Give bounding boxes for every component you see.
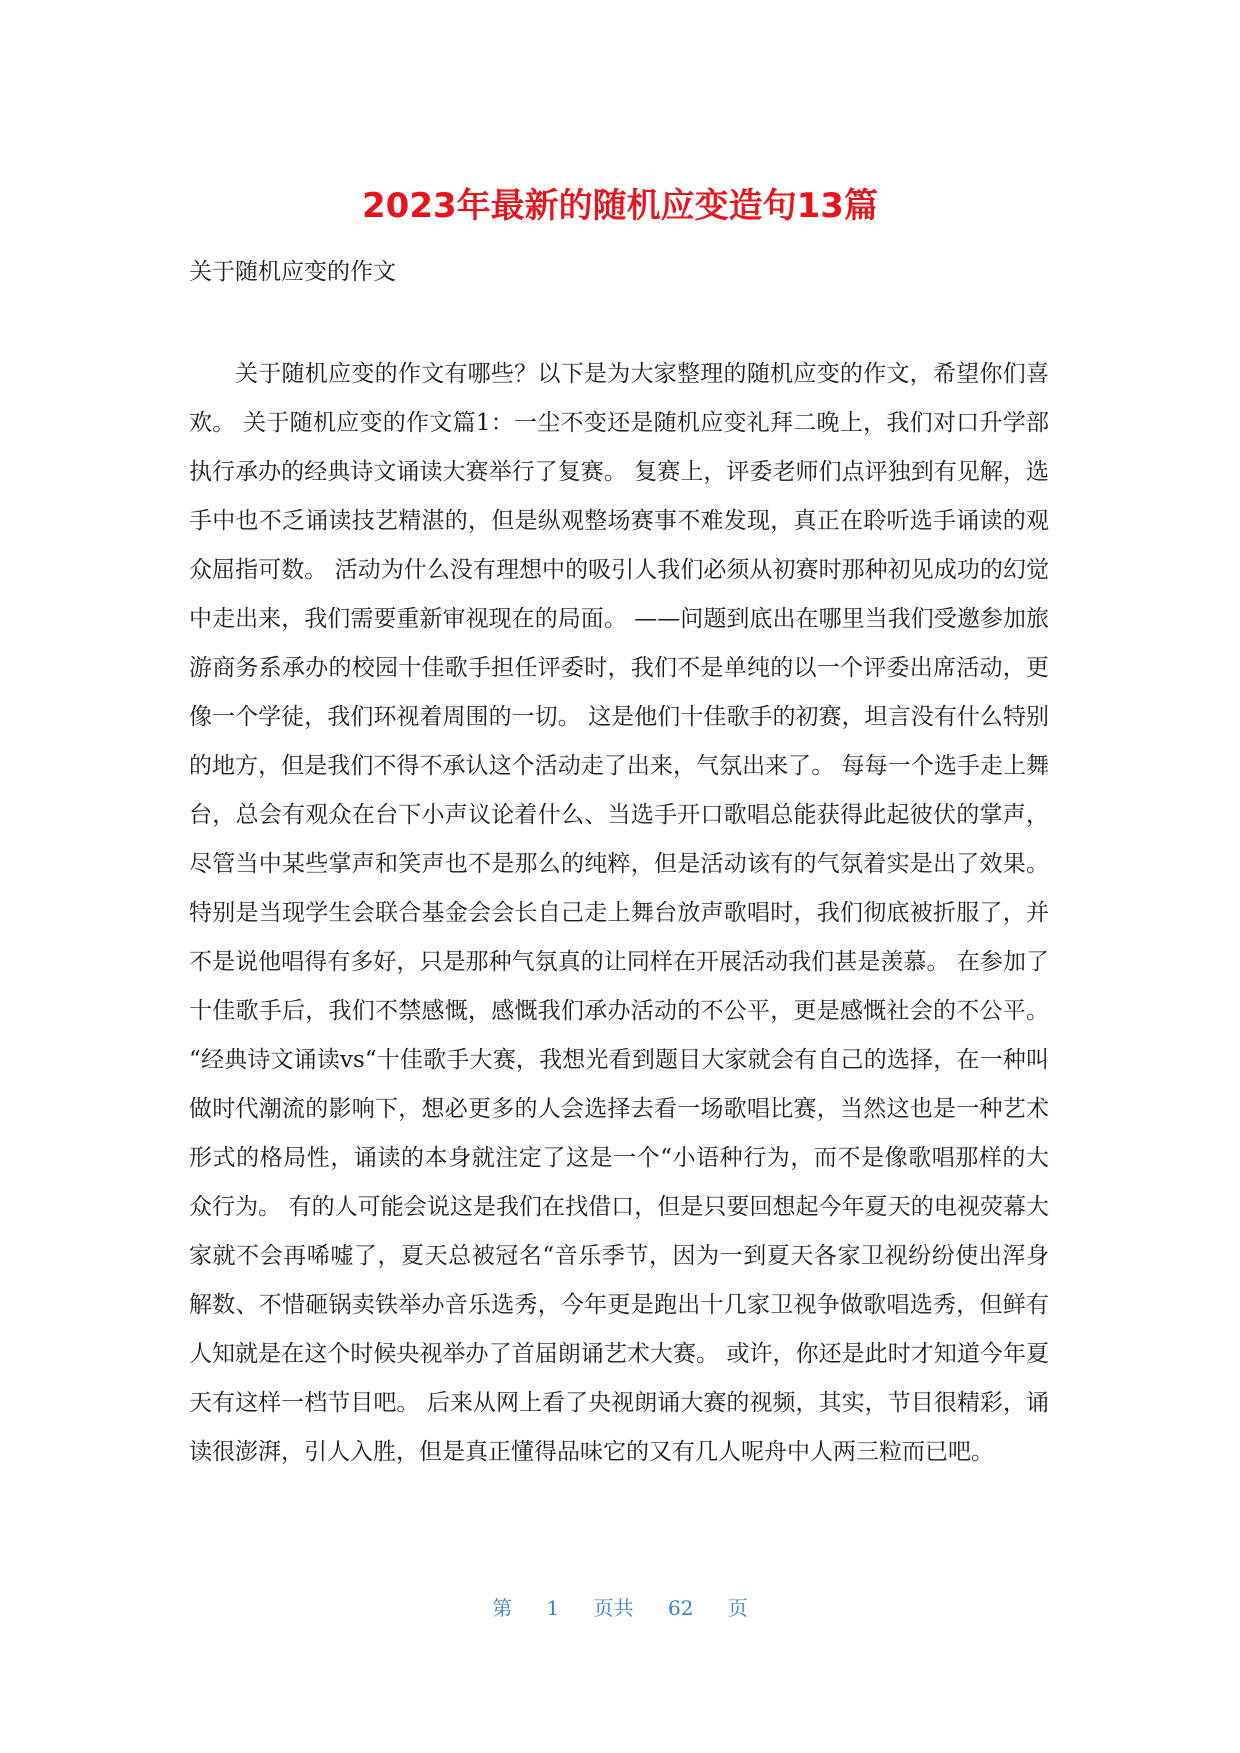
page-number-footer	[0, 1594, 1240, 1622]
footer-suffix: 页	[727, 1596, 748, 1620]
footer-current-page: 1	[546, 1596, 560, 1620]
footer-total-pages: 62	[668, 1596, 694, 1620]
document-title: 2023年最新的随机应变造句13篇	[362, 186, 878, 226]
footer-prefix: 第	[492, 1596, 513, 1620]
body-paragraph: 关于随机应变的作文有哪些？以下是为大家整理的随机应变的作文，希望你们喜欢。 关于随机应变的作文篇1：一尘不变还是随机应变礼拜二晚上，我们对口升学部执行承办的经典诗文诵读大赛举行了复赛。 复赛上，评委老师们点评独到有见解，选手中也不乏诵读技艺精湛的，但是纵观整场赛事不难发现，真正在聆听选手诵读的观众屈指可数。 活动为什么没有理想中的吸引人我们必须从初赛时那种初见成功的幻觉中走出来，我们需要重新审视现在的局面。 ——问题到底出在哪里当我们受邀参加旅游商务系承办的校园十佳歌手担任评委时，我们不是单纯的以一个评委出席活动，更像一个学徒，我们环视着周围的一切。 这是他们十佳歌手的初赛，坦言没有什么特别的地方，但是我们不得不承认这个活动走了出来，气氛出来了。 每每一个选手走上舞台，总会有观众在台下小声议论着什么、当选手开口歌唱总能获得此起彼伏的掌声，尽管当中某些掌声和笑声也不是那么的纯粹，但是活动该有的气氛着实是出了效果。 特别是当现学生会联合基金会会长自己走上舞台放声歌唱时，我们彻底被折服了，并不是说他唱得有多好，只是那种气氛真的让同样在开展活动我们甚是羡慕。 在参加了十佳歌手后，我们不禁感慨，感慨我们承办活动的不公平，更是感慨社会的不公平。 “经典诗文诵读vs“十佳歌手大赛，我想光看到题目大家就会有自己的选择，在一种叫做时代潮流的影响下，想必更多的人会选择去看一场歌唱比赛，当然这也是一种艺术形式的格局性，诵读的本身就注定了这是一个“小语种行为，而不是像歌唱那样的大众行为。 有的人可能会说这是我们在找借口，但是只要回想起今年夏天的电视荧幕大家就不会再唏嘘了，夏天总被冠名“音乐季节，因为一到夏天各家卫视纷纷使出浑身解数、不惜砸锅卖铁举办音乐选秀，今年更是跑出十几家卫视争做歌唱选秀，但鲜有人知就是在这个时候央视举办了首届朗诵艺术大赛。 或许，你还是此时才知道今年夏天有这样一档节目吧。 后来从网上看了央视朗诵大赛的视频，其实，节目很精彩，诵读很澎湃，引人入胜，但是真正懂得品味它的又有几人呢舟中人两三粒而已吧。	[189, 361, 1049, 1465]
footer-mid: 页共	[593, 1596, 634, 1620]
document-subtitle: 关于随机应变的作文	[189, 259, 396, 285]
